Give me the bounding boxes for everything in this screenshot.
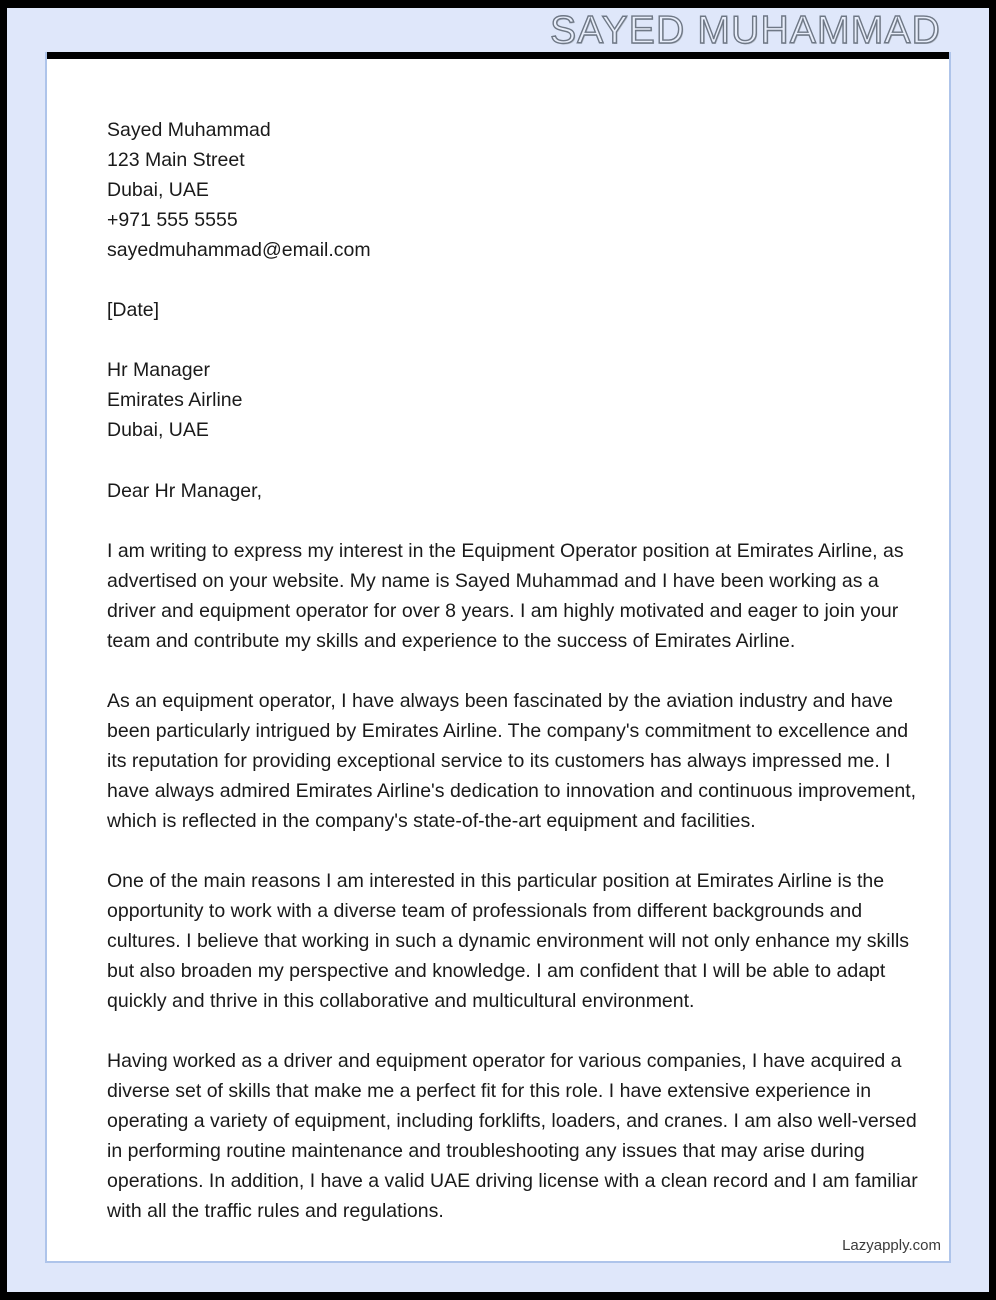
body-paragraph-2: As an equipment operator, I have always been fascinated by the aviation industry and have been particularly intrigued by Emirates Airline. The company's commitment to excellence and its reputation for providing exceptional service to its customers has always impressed me. I have always admired Emirates Airline's dedication to innovation and continuous improvement, which is reflected in the company's state-of-the-art equipment and facilities. [107,690,917,832]
recipient-company: Emirates Airline [107,389,243,411]
recipient-title: Hr Manager [107,359,210,381]
letter-body [47,59,949,1263]
sender-city: Dubai, UAE [107,179,209,201]
sender-email: sayedmuhammad@email.com [107,239,371,261]
salutation: Dear Hr Manager, [107,480,262,502]
lazyapply-watermark: Lazyapply.com [842,1237,941,1254]
page-title: SAYED MUHAMMAD [550,8,941,52]
body-paragraph-4: Having worked as a driver and equipment operator for various companies, I have acquired a diverse set of skills that make me a perfect fit for this role. I have extensive experience in operating a variety of equipment, including forklifts, loaders, and cranes. I am also well-versed in performing routine maintenance and troubleshooting any issues that may arise during operations. In addition, I have a valid UAE driving license with a clean record and I am familiar with all the traffic rules and regulations. [107,1050,918,1222]
sender-street: 123 Main Street [107,149,245,171]
recipient-city: Dubai, UAE [107,419,209,441]
body-paragraph-3: One of the main reasons I am interested in this particular position at Emirates Airline is the opportunity to work with a diverse team of professionals from different backgrounds and cultures. I believe that working in such a dynamic environment will not only enhance my skills but also broaden my perspective and knowledge. I am confident that I will be able to adapt quickly and thrive in this collaborative and multicultural environment. [107,870,910,1012]
sender-address-block [107,115,919,265]
sheet-top-rule [47,52,949,59]
letter-date-block [107,295,919,325]
letter-date: [Date] [107,299,160,321]
letter-sheet [45,52,951,1263]
sender-name: Sayed Muhammad [107,119,271,141]
recipient-address-block [107,355,919,445]
sender-phone: +971 555 5555 [107,209,238,231]
salutation-block [107,476,919,506]
body-paragraph-1: I am writing to express my interest in the Equipment Operator position at Emirates Airline, as advertised on your website. My name is Sayed Muhammad and I have been working as a driver and equipment operator for over 8 years. I am highly motivated and eager to join your team and contribute my skills and experience to the success of Emirates Airline. [107,540,904,652]
letterhead-banner [7,8,989,52]
